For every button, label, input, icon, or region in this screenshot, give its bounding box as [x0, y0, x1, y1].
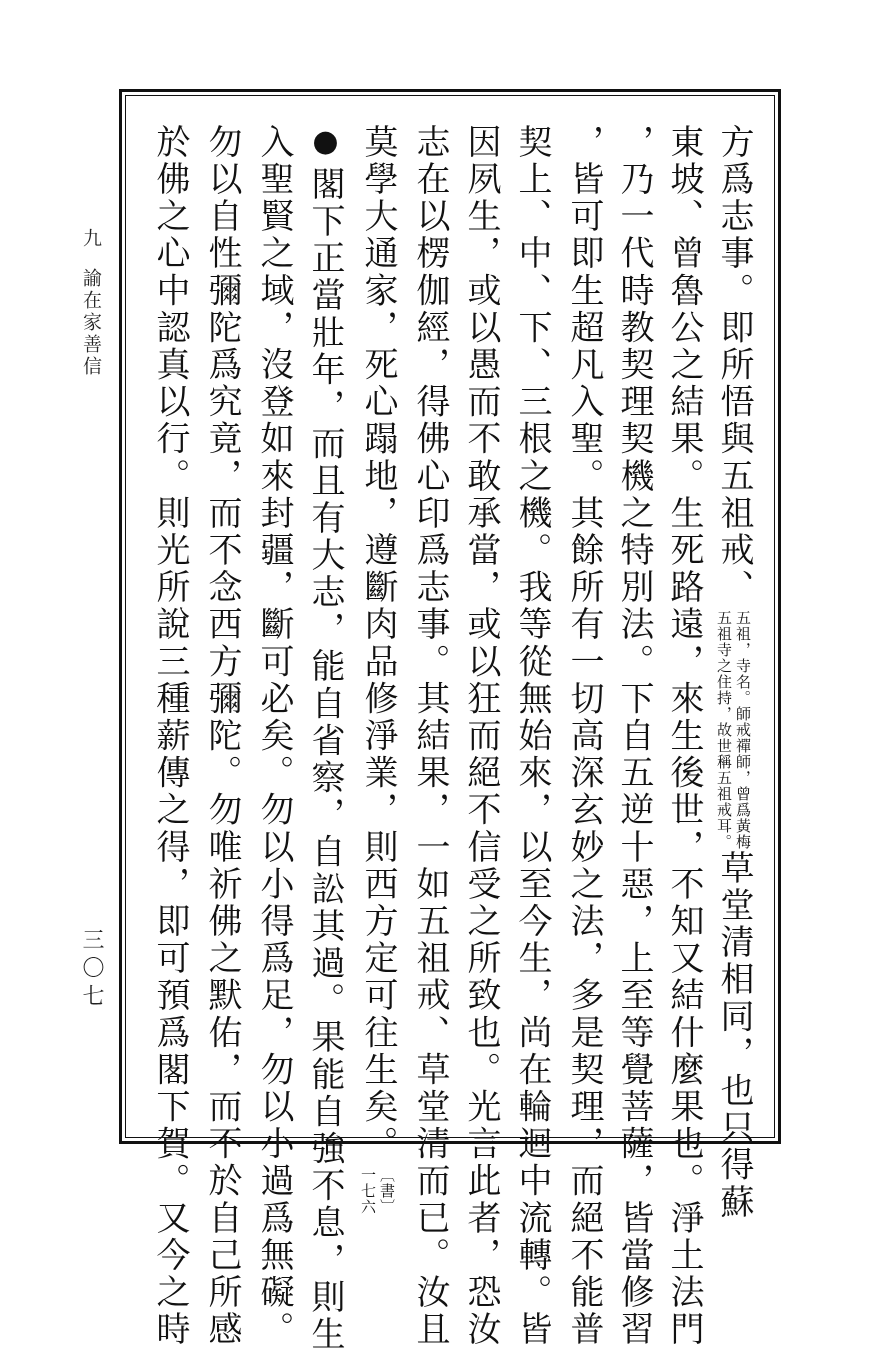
annotation-line: 五祖寺之住持，故世稱五祖戒耳。 [715, 610, 733, 851]
chapter-title: 諭在家善信 [80, 268, 102, 378]
text-column-8 [358, 124, 398, 1215]
column-text: 因夙生，或以愚而不敢承當，或以狂而絕不信受之所致也。光言此者，恐汝 [461, 124, 501, 1349]
text-column-5 [512, 124, 552, 1349]
column-text: ，皆可即生超凡入聖。其餘所有一切高深玄妙之法，多是契理，而絕不能普 [564, 124, 604, 1349]
column-text: 方爲志事。即所悟與五祖戒、 [714, 124, 754, 607]
text-column-6 [461, 124, 501, 1349]
citation-line: 〔書〕 [378, 1166, 396, 1215]
text-column-3 [614, 124, 654, 1349]
annotation-note [714, 610, 752, 850]
column-text: 莫學大通家，死心蹋地，遵斷肉品修淨業，則西方定可往生矣。 [358, 124, 398, 1163]
column-text: 於佛之心中認真以行。則光所說三種薪傳之得，即可預爲閣下賀。又今之時 [150, 124, 190, 1349]
text-column-7 [410, 124, 450, 1349]
column-text: 勿以自性彌陀爲究竟，而不念西方彌陀。勿唯祈佛之默佑，而不於自己所感 [202, 124, 242, 1349]
text-column-11 [202, 124, 242, 1349]
column-text: 契上、中、下、三根之機。我等從無始來，以至今生，尚在輪迴中流轉。皆 [512, 124, 552, 1349]
column-text: 東坡、曾魯公之結果。生死路遠，來生後世，不知又結什麼果也。淨土法門 [664, 124, 704, 1349]
text-column-1 [714, 124, 754, 1222]
column-text: 入聖賢之域，沒登如來封疆，斷可必矣。勿以小得爲足，勿以小過爲無礙。 [254, 124, 294, 1349]
text-column-4 [564, 124, 604, 1349]
page-number: 三〇七 [79, 928, 104, 1012]
text-column-2 [664, 124, 704, 1349]
column-text-continued: 草堂清相同，也只得蘇 [714, 850, 754, 1222]
column-text: 志在以楞伽經，得佛心印爲志事。其結果，一如五祖戒、草堂清而已。汝且 [410, 124, 450, 1349]
column-text: ，乃一代時教契理契機之特別法。下自五逆十惡，上至等覺菩薩，皆當修習 [614, 124, 654, 1349]
bullet-marker: ● [308, 124, 343, 163]
chapter-number: 九 [80, 228, 102, 250]
text-column-12 [150, 124, 190, 1349]
annotation-line: 五祖，寺名。師戒禪師，曾爲黃梅 [734, 610, 752, 851]
citation-line: 一七六 [359, 1166, 377, 1215]
text-column-9 [305, 124, 345, 1354]
column-text: 閣下正當壯年，而且有大志，能自省察，自訟其過。果能自強不息，則生 [305, 166, 345, 1354]
source-citation [358, 1167, 396, 1215]
text-column-10 [254, 124, 294, 1349]
